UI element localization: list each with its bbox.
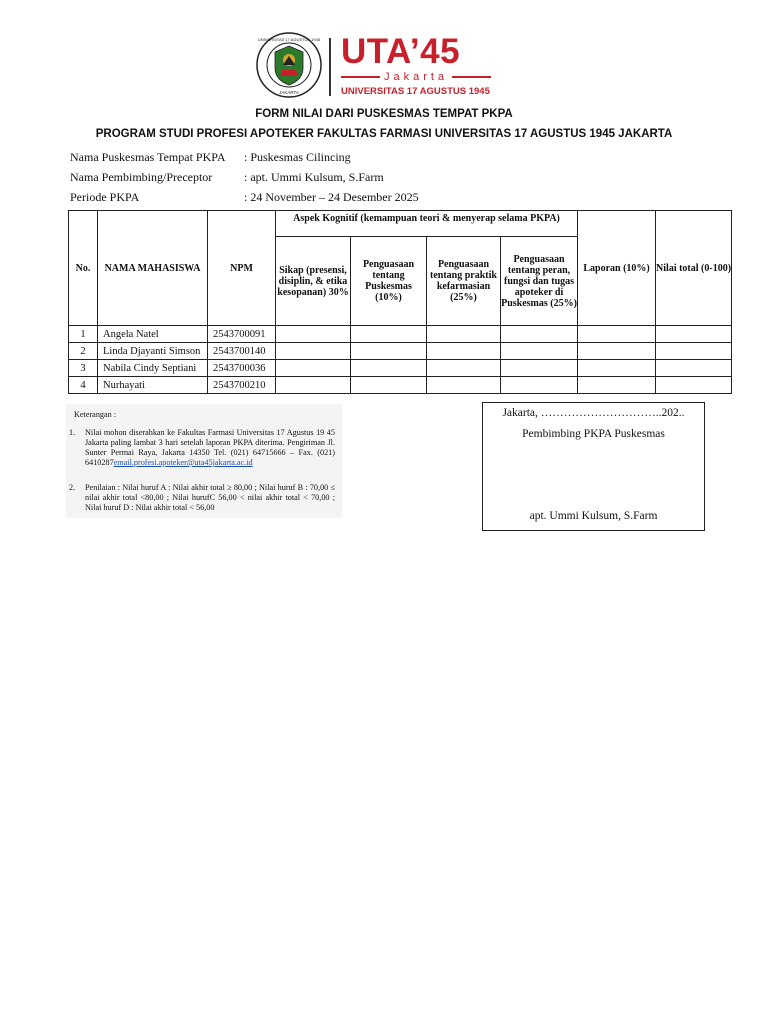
university-brand-logo xyxy=(341,34,491,97)
cell-peran[interactable] xyxy=(501,360,578,377)
note-number: 2. xyxy=(69,483,76,492)
cell-praktik[interactable] xyxy=(427,326,501,343)
notes-title: Keterangan : xyxy=(74,410,117,419)
col-header-nilai-total: Nilai total (0-100) xyxy=(656,211,732,326)
grade-table xyxy=(68,210,732,394)
cell-sikap[interactable] xyxy=(276,377,351,394)
email-link[interactable]: email.profesi.apoteker@uta45jakarta.ac.id xyxy=(113,458,253,467)
svg-text:JAKARTA: JAKARTA xyxy=(279,90,299,95)
cell-praktik[interactable] xyxy=(427,360,501,377)
cell-sikap[interactable] xyxy=(276,343,351,360)
table-row xyxy=(69,360,732,377)
row-nama: Angela Natel xyxy=(98,326,208,343)
table-row xyxy=(69,377,732,394)
row-no: 4 xyxy=(69,377,98,394)
university-seal-logo xyxy=(256,32,322,98)
note-item-2 xyxy=(69,483,335,513)
col-header-laporan: Laporan (10%) xyxy=(578,211,656,326)
cell-puskesmas[interactable] xyxy=(351,343,427,360)
program-subtitle: PROGRAM STUDI PROFESI APOTEKER FAKULTAS FARMASI UNIVERSITAS 17 AGUSTUS 1945 JAKARTA xyxy=(95,128,673,140)
cell-nilai-total[interactable] xyxy=(656,326,732,343)
col-header-no: No. xyxy=(69,211,98,326)
cell-laporan[interactable] xyxy=(578,360,656,377)
col-header-npm: NPM xyxy=(208,211,276,326)
note-text: Penilaian : Nilai huruf A : Nilai akhir total ≥ 80,00 ; Nilai huruf B : 70,00 ≤ nilai akhir total <80,00 ; Nilai hurufC 56,00 < nilai akhir total < 70,00 ; Nilai huruf D : Nilai akhir total < 56,00 xyxy=(85,483,335,512)
row-nama: Linda Djayanti Simson xyxy=(98,343,208,360)
cell-peran[interactable] xyxy=(501,343,578,360)
row-nama: Nurhayati xyxy=(98,377,208,394)
row-npm: 2543700140 xyxy=(208,343,276,360)
col-header-praktik: Penguasaan tentang praktik kefarmasian (25%) xyxy=(427,237,501,326)
cell-sikap[interactable] xyxy=(276,326,351,343)
cell-praktik[interactable] xyxy=(427,377,501,394)
logo-divider xyxy=(329,38,331,96)
row-npm: 2543700036 xyxy=(208,360,276,377)
info-value-periode: : 24 November – 24 Desember 2025 xyxy=(244,190,419,204)
row-npm: 2543700210 xyxy=(208,377,276,394)
signature-box xyxy=(482,402,705,531)
cell-sikap[interactable] xyxy=(276,360,351,377)
cell-puskesmas[interactable] xyxy=(351,360,427,377)
cell-puskesmas[interactable] xyxy=(351,377,427,394)
cell-laporan[interactable] xyxy=(578,326,656,343)
col-header-nama: NAMA MAHASISWA xyxy=(98,211,208,326)
info-label-pembimbing: Nama Pembimbing/Preceptor xyxy=(70,170,213,184)
row-no: 2 xyxy=(69,343,98,360)
brand-subtitle: UNIVERSITAS 17 AGUSTUS 1945 xyxy=(341,86,490,97)
row-no: 1 xyxy=(69,326,98,343)
col-header-aspek-kognitif: Aspek Kognitif (kemampuan teori & menyerap selama PKPA) xyxy=(276,211,578,237)
col-header-sikap: Sikap (presensi, disiplin, & etika kesopanan) 30% xyxy=(276,237,351,326)
row-nama: Nabila Cindy Septiani xyxy=(98,360,208,377)
cell-laporan[interactable] xyxy=(578,343,656,360)
info-label-puskesmas: Nama Puskesmas Tempat PKPA xyxy=(70,150,226,164)
svg-text:UNIVERSITAS 17 AGUSTUS 1945: UNIVERSITAS 17 AGUSTUS 1945 xyxy=(257,37,321,42)
signature-name: apt. Ummi Kulsum, S.Farm xyxy=(529,510,658,522)
row-npm: 2543700091 xyxy=(208,326,276,343)
note-text: Nilai mohon diserahkan ke Fakultas Farmasi Universitas 17 Agustus 19 45 Jakarta paling lambat 3 hari setelah laporan PKPA diterima. Pengiriman Jl. Sunter Permai Raya, Jakarta 14350 Tel. (021) 64715666 – Fax. (021) 6410287 xyxy=(85,428,335,467)
cell-laporan[interactable] xyxy=(578,377,656,394)
note-item-1 xyxy=(69,428,335,468)
info-value-puskesmas: : Puskesmas Cilincing xyxy=(244,150,351,164)
cell-puskesmas[interactable] xyxy=(351,326,427,343)
table-row xyxy=(69,326,732,343)
cell-nilai-total[interactable] xyxy=(656,343,732,360)
signature-place-date: Jakarta, …………………………..202.. xyxy=(502,407,685,419)
col-header-peran: Penguasaan tentang peran, fungsi dan tugas apoteker di Puskesmas (25%) xyxy=(501,237,578,326)
note-number: 1. xyxy=(69,428,76,437)
signature-role: Pembimbing PKPA Puskesmas xyxy=(522,428,665,440)
cell-nilai-total[interactable] xyxy=(656,377,732,394)
form-title: FORM NILAI DARI PUSKESMAS TEMPAT PKPA xyxy=(255,108,513,120)
table-row xyxy=(69,343,732,360)
row-no: 3 xyxy=(69,360,98,377)
brand-wordmark: UTA’45 xyxy=(341,32,461,71)
brand-city: Jakarta xyxy=(383,71,449,83)
info-value-pembimbing: : apt. Ummi Kulsum, S.Farm xyxy=(244,170,384,184)
col-header-puskesmas: Penguasaan tentang Puskesmas (10%) xyxy=(351,237,427,326)
notes-block xyxy=(66,404,342,518)
cell-praktik[interactable] xyxy=(427,343,501,360)
info-label-periode: Periode PKPA xyxy=(70,190,140,204)
cell-peran[interactable] xyxy=(501,326,578,343)
cell-peran[interactable] xyxy=(501,377,578,394)
cell-nilai-total[interactable] xyxy=(656,360,732,377)
